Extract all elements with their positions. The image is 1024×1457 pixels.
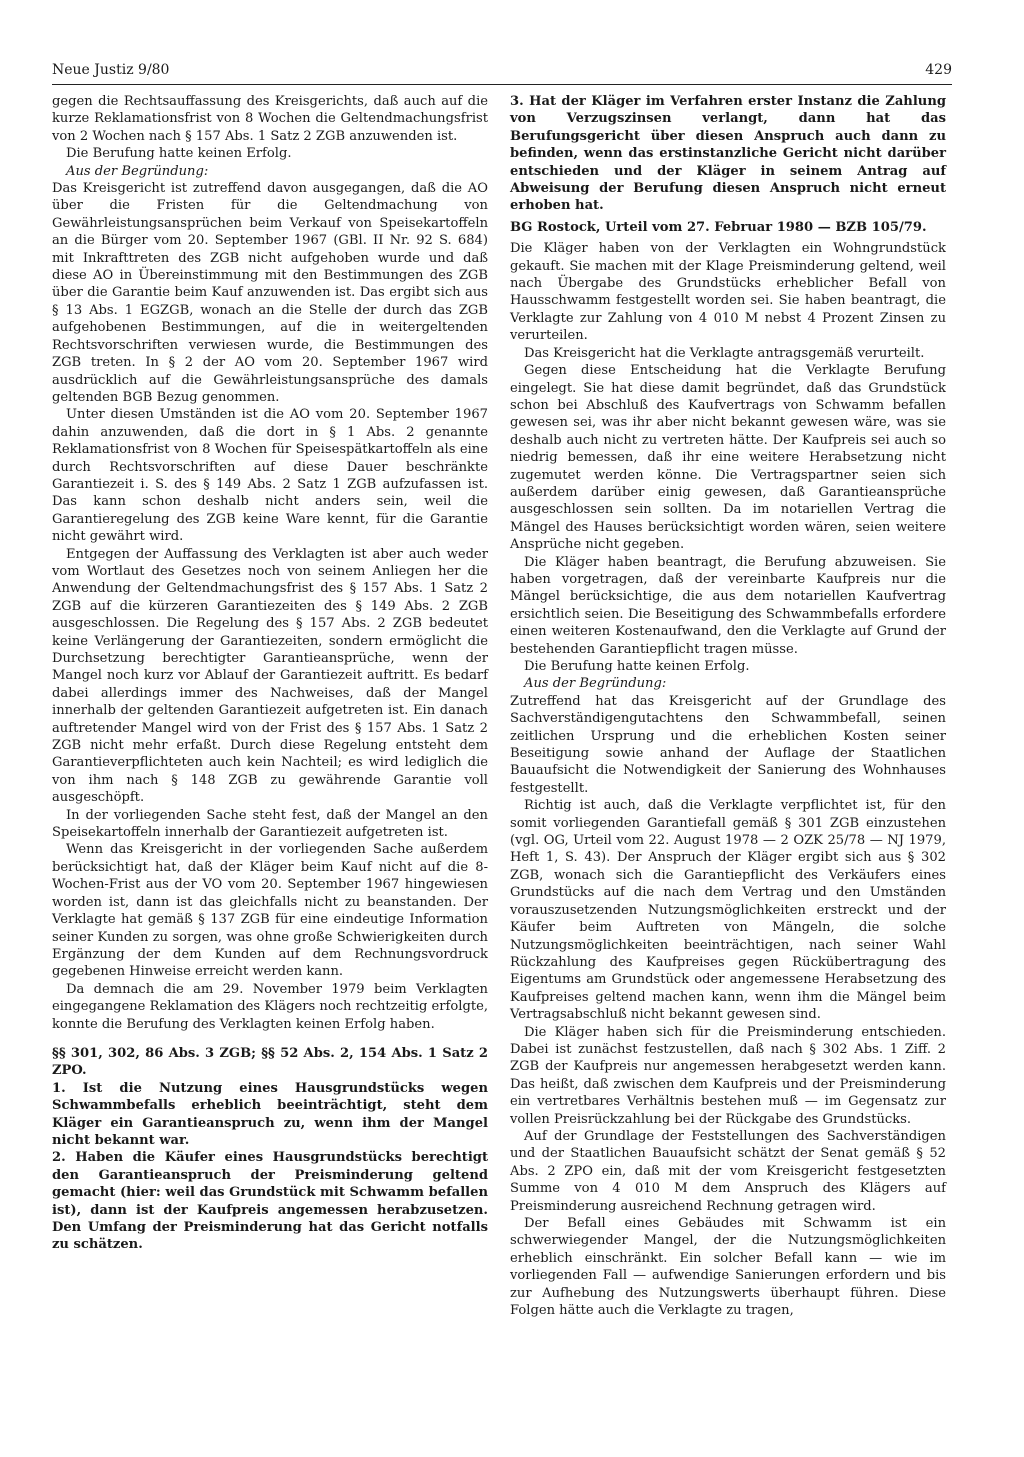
page-number: 429 (925, 62, 952, 78)
paragraph: Auf der Grundlage der Feststellungen des Sachverständigen und der Staatlichen Bauaufsicht schätzt der Senat gemäß § 52 Abs. 2 ZPO ein, daß mit der vom Kreisgericht festgesetzten Summe von 4 010 M dem Anspruch des Klägers auf Preisminderung ausreichend Rechnung getragen wird. (510, 1128, 946, 1214)
section-heading: Aus der Begründung: (66, 163, 209, 179)
norm-reference: §§ 301, 302, 86 Abs. 3 ZGB; §§ 52 Abs. 2, 154 Abs. 1 Satz 2 ZPO. (52, 1045, 488, 1079)
paragraph: Da demnach die am 29. November 1979 beim Verklagten eingegangene Reklamation des Klägers noch rechtzeitig erfolgte, konnte die Berufung des Verklagten keinen Erfolg haben. (52, 981, 488, 1032)
headnote: 2. Haben die Käufer eines Hausgrundstücks berechtigt den Garantieanspruch der Preisminderung geltend gemacht (hier: weil das Grundstück mit Schwamm befallen ist), dann ist der Kaufpreis angemessen herabzusetzen. Den Umfang der Preisminderung hat das Gericht notfalls zu schätzen. (52, 1150, 488, 1253)
paragraph: Das Kreisgericht hat die Verklagte antragsgemäß verurteilt. (524, 345, 925, 361)
paragraph: In der vorliegenden Sache steht fest, daß der Mangel an den Speisekartoffeln innerhalb der Garantiezeit aufgetreten ist. (52, 807, 488, 841)
section-heading: Aus der Begründung: (524, 676, 667, 692)
headnote: 3. Hat der Kläger im Verfahren erster Instanz die Zahlung von Verzugszinsen verlangt, dann hat das Berufungsgericht über diesen Anspruch auch dann zu befinden, wenn das erstinstanzliche Gericht nicht darüber entschieden und der Kläger in seinem Antrag auf Abweisung der Berufung diesen Anspruch nicht erneut erhoben hat. (510, 94, 946, 214)
paragraph: Unter diesen Umständen ist die AO vom 20. September 1967 dahin anzuwenden, daß die dort in § 1 Abs. 2 genannte Reklamationsfrist von 8 Wochen für Speisespätkartoffeln als eine durch Rechtsvorschriften auf diese Dauer beschränkte Garantiezeit i. S. des § 149 Abs. 2 Satz 1 ZGB aufzufassen ist. Das kann schon deshalb nicht anders sein, weil die Garantieregelung des ZGB keine Ware kennt, für die Garantie nicht gewährt wird. (52, 407, 488, 545)
case-citation: BG Rostock, Urteil vom 27. Februar 1980 — BZB 105/79. (510, 219, 927, 235)
spacer (52, 1033, 488, 1045)
paragraph: Die Kläger haben sich für die Preisminderung entschieden. Dabei ist zunächst festzustellen, daß nach § 302 Abs. 1 Ziff. 2 ZGB der Kaufpreis nur angemessen herabgesetzt werden kann. Das heißt, daß zwischen dem Kaufpreis und der Preisminderung ein vertretbares Verhältnis bestehen muß — im Gegensatz zur vollen Preisrückzahlung bei der Rückgabe des Grundstücks. (510, 1024, 946, 1127)
left-column (52, 93, 488, 1254)
paragraph: Richtig ist auch, daß die Verklagte verpflichtet ist, für den somit vorliegenden Garantiefall gemäß § 301 ZGB einzustehen (vgl. OG, Urteil vom 22. August 1978 — 2 OZK 25/78 — NJ 1979, Heft 1, S. 43). Der Anspruch der Kläger ergibt sich aus § 302 ZGB, wonach sich die Garantiepflicht des Verkäufers eines Grundstücks auf die nach dem Vertrag und den Umständen vorauszusetzenden Nutzungsmöglichkeiten erstreckt und der Käufer beim Auftreten von Mängeln, die solche Nutzungsmöglichkeiten beeinträchtigen, nach seiner Wahl Rückzahlung des Kaufpreises gegen Rückübertragung des Eigentums am Grundstück oder angemessene Herabsetzung des Kaufpreises geltend machen kann, wenn ihm die Mängel beim Vertragsabschluß nicht bekannt gewesen sind. (510, 798, 946, 1023)
paragraph: Das Kreisgericht ist zutreffend davon ausgegangen, daß die AO über die Fristen für die Geltendmachung von Gewährleistungsansprüchen beim Verkauf von Speisekartoffeln an die Bürger vom 20. September 1967 (GBl. II Nr. 92 S. 684) mit Inkrafttreten des ZGB nicht aufgehoben wurde und daß diese AO in Übereinstimmung mit den Bestimmungen des ZGB über die Garantie beim Kauf anzuwenden ist. Das ergibt sich aus § 13 Abs. 1 EGZGB, wonach an die Stelle der durch das ZGB aufgehobenen Bestimmungen, auf die in weitergeltenden Rechtsvorschriften verwiesen wurde, die Bestimmungen des ZGB treten. In § 2 der AO vom 20. September 1967 wird ausdrücklich auf die Gewährleistungsansprüche des damals geltenden BGB Bezug genommen. (52, 181, 488, 405)
paragraph: Zutreffend hat das Kreisgericht auf der Grundlage des Sachverständigengutachtens den Schwammbefall, seinen zeitlichen Ursprung und die erheblichen Kosten seiner Beseitigung sowie anhand der Auflage der Staatlichen Bauaufsicht die Notwendigkeit der Sanierung des Wohnhauses festgestellt. (510, 693, 946, 796)
paragraph: Die Kläger haben beantragt, die Berufung abzuweisen. Sie haben vorgetragen, daß der vereinbarte Kaufpreis nur die Mängel berücksichtige, die aus dem notariellen Kaufvertrag ersichtlich seien. Die Beseitigung des Schwammbefalls erfordere einen weiteren Kostenaufwand, den die Verklagte auf Grund der bestehenden Garantiepflicht tragen müsse. (510, 554, 946, 657)
running-header (52, 62, 952, 82)
journal-title: Neue Justiz 9/80 (52, 62, 170, 78)
paragraph: Der Befall eines Gebäudes mit Schwamm ist ein schwerwiegender Mangel, der die Nutzungsmöglichkeiten erheblich einschränkt. Ein solcher Befall kann — wie im vorliegenden Fall — aufwendige Sanierungen erfordern und bis zur Aufhebung des Nutzungswerts überhaupt führen. Diese Folgen hätte auch die Verklagte zu tragen, (510, 1216, 946, 1319)
paragraph: Die Kläger haben von der Verklagten ein Wohngrundstück gekauft. Sie machen mit der Klage Preisminderung geltend, weil nach Übergabe des Grundstücks erheblicher Befall von Hausschwamm festgestellt worden sei. Sie haben beantragt, die Verklagte zur Zahlung von 4 010 M nebst 4 Prozent Zinsen zu verurteilen. (510, 241, 946, 344)
right-column (510, 93, 946, 1319)
paragraph: gegen die Rechtsauffassung des Kreisgerichts, daß auch auf die kurze Reklamationsfrist von 8 Wochen die Geltendmachungsfrist von 2 Wochen nach § 157 Abs. 1 Satz 2 ZGB anzuwenden ist. (52, 94, 488, 144)
paragraph: Wenn das Kreisgericht in der vorliegenden Sache außerdem berücksichtigt hat, daß der Kläger beim Kauf nicht auf die 8-Wochen-Frist aus der VO vom 20. September 1967 hingewiesen worden ist, dann ist das gleichfalls nicht zu beanstanden. Der Verklagte hat gemäß § 137 ZGB für eine eindeutige Information seiner Kunden zu sorgen, was ohne große Schwierigkeiten durch Ergänzung der dem Kunden auf dem Rechnungsvordruck gegebenen Hinweise erreicht werden kann. (52, 842, 488, 980)
headnote: 1. Ist die Nutzung eines Hausgrundstücks wegen Schwammbefalls erheblich beeinträchtigt, steht dem Kläger ein Garantieanspruch zu, wenn ihm der Mangel nicht bekannt war. (52, 1080, 488, 1148)
paragraph: Gegen diese Entscheidung hat die Verklagte Berufung eingelegt. Sie hat diese damit begründet, daß das Grundstück schon bei Abschluß des Kaufvertrags von Schwamm befallen gewesen sei, was ihr aber nicht bekannt gewesen wäre, was sie deshalb auch nicht zu vertreten hätte. Der Kaufpreis sei auch so niedrig bemessen, daß ihr eine weitere Herabsetzung nicht zugemutet werden könne. Die Vertragspartner seien sich außerdem darüber einig gewesen, daß Garantieansprüche ausgeschlossen sein sollten. Da im notariellen Vertrag die Mängel des Hauses berücksichtigt worden wären, seien weitere Ansprüche nicht gegeben. (510, 363, 946, 553)
paragraph: Die Berufung hatte keinen Erfolg. (524, 659, 750, 674)
header-rule (52, 84, 952, 85)
paragraph: Entgegen der Auffassung des Verklagten ist aber auch weder vom Wortlaut des Gesetzes noch von seinem Anliegen her die Anwendung der Geltendmachungsfrist des § 157 Abs. 1 Satz 2 ZGB auf die kürzeren Garantiezeiten des § 149 Abs. 2 ZGB ausgeschlossen. Die Regelung des § 157 Abs. 2 ZGB bedeutet keine Verlängerung der Garantiezeiten, sondern ermöglicht die Durchsetzung berechtigter Garantieansprüche, wenn der Mangel noch kurz vor Ablauf der Garantiezeit auftritt. Es bedarf dabei allerdings immer des Nachweises, daß der Mangel innerhalb der geltenden Garantiezeit aufgetreten ist. Ein danach auftretender Mangel wird von der Frist des § 157 Abs. 1 Satz 2 ZGB nicht mehr erfaßt. Durch diese Regelung entsteht dem Garantieverpflichteten auch kein Nachteil; es wird lediglich die von ihm nach § 148 ZGB zu gewährende Garantie voll ausgeschöpft. (52, 546, 488, 806)
paragraph: Die Berufung hatte keinen Erfolg. (66, 146, 292, 162)
